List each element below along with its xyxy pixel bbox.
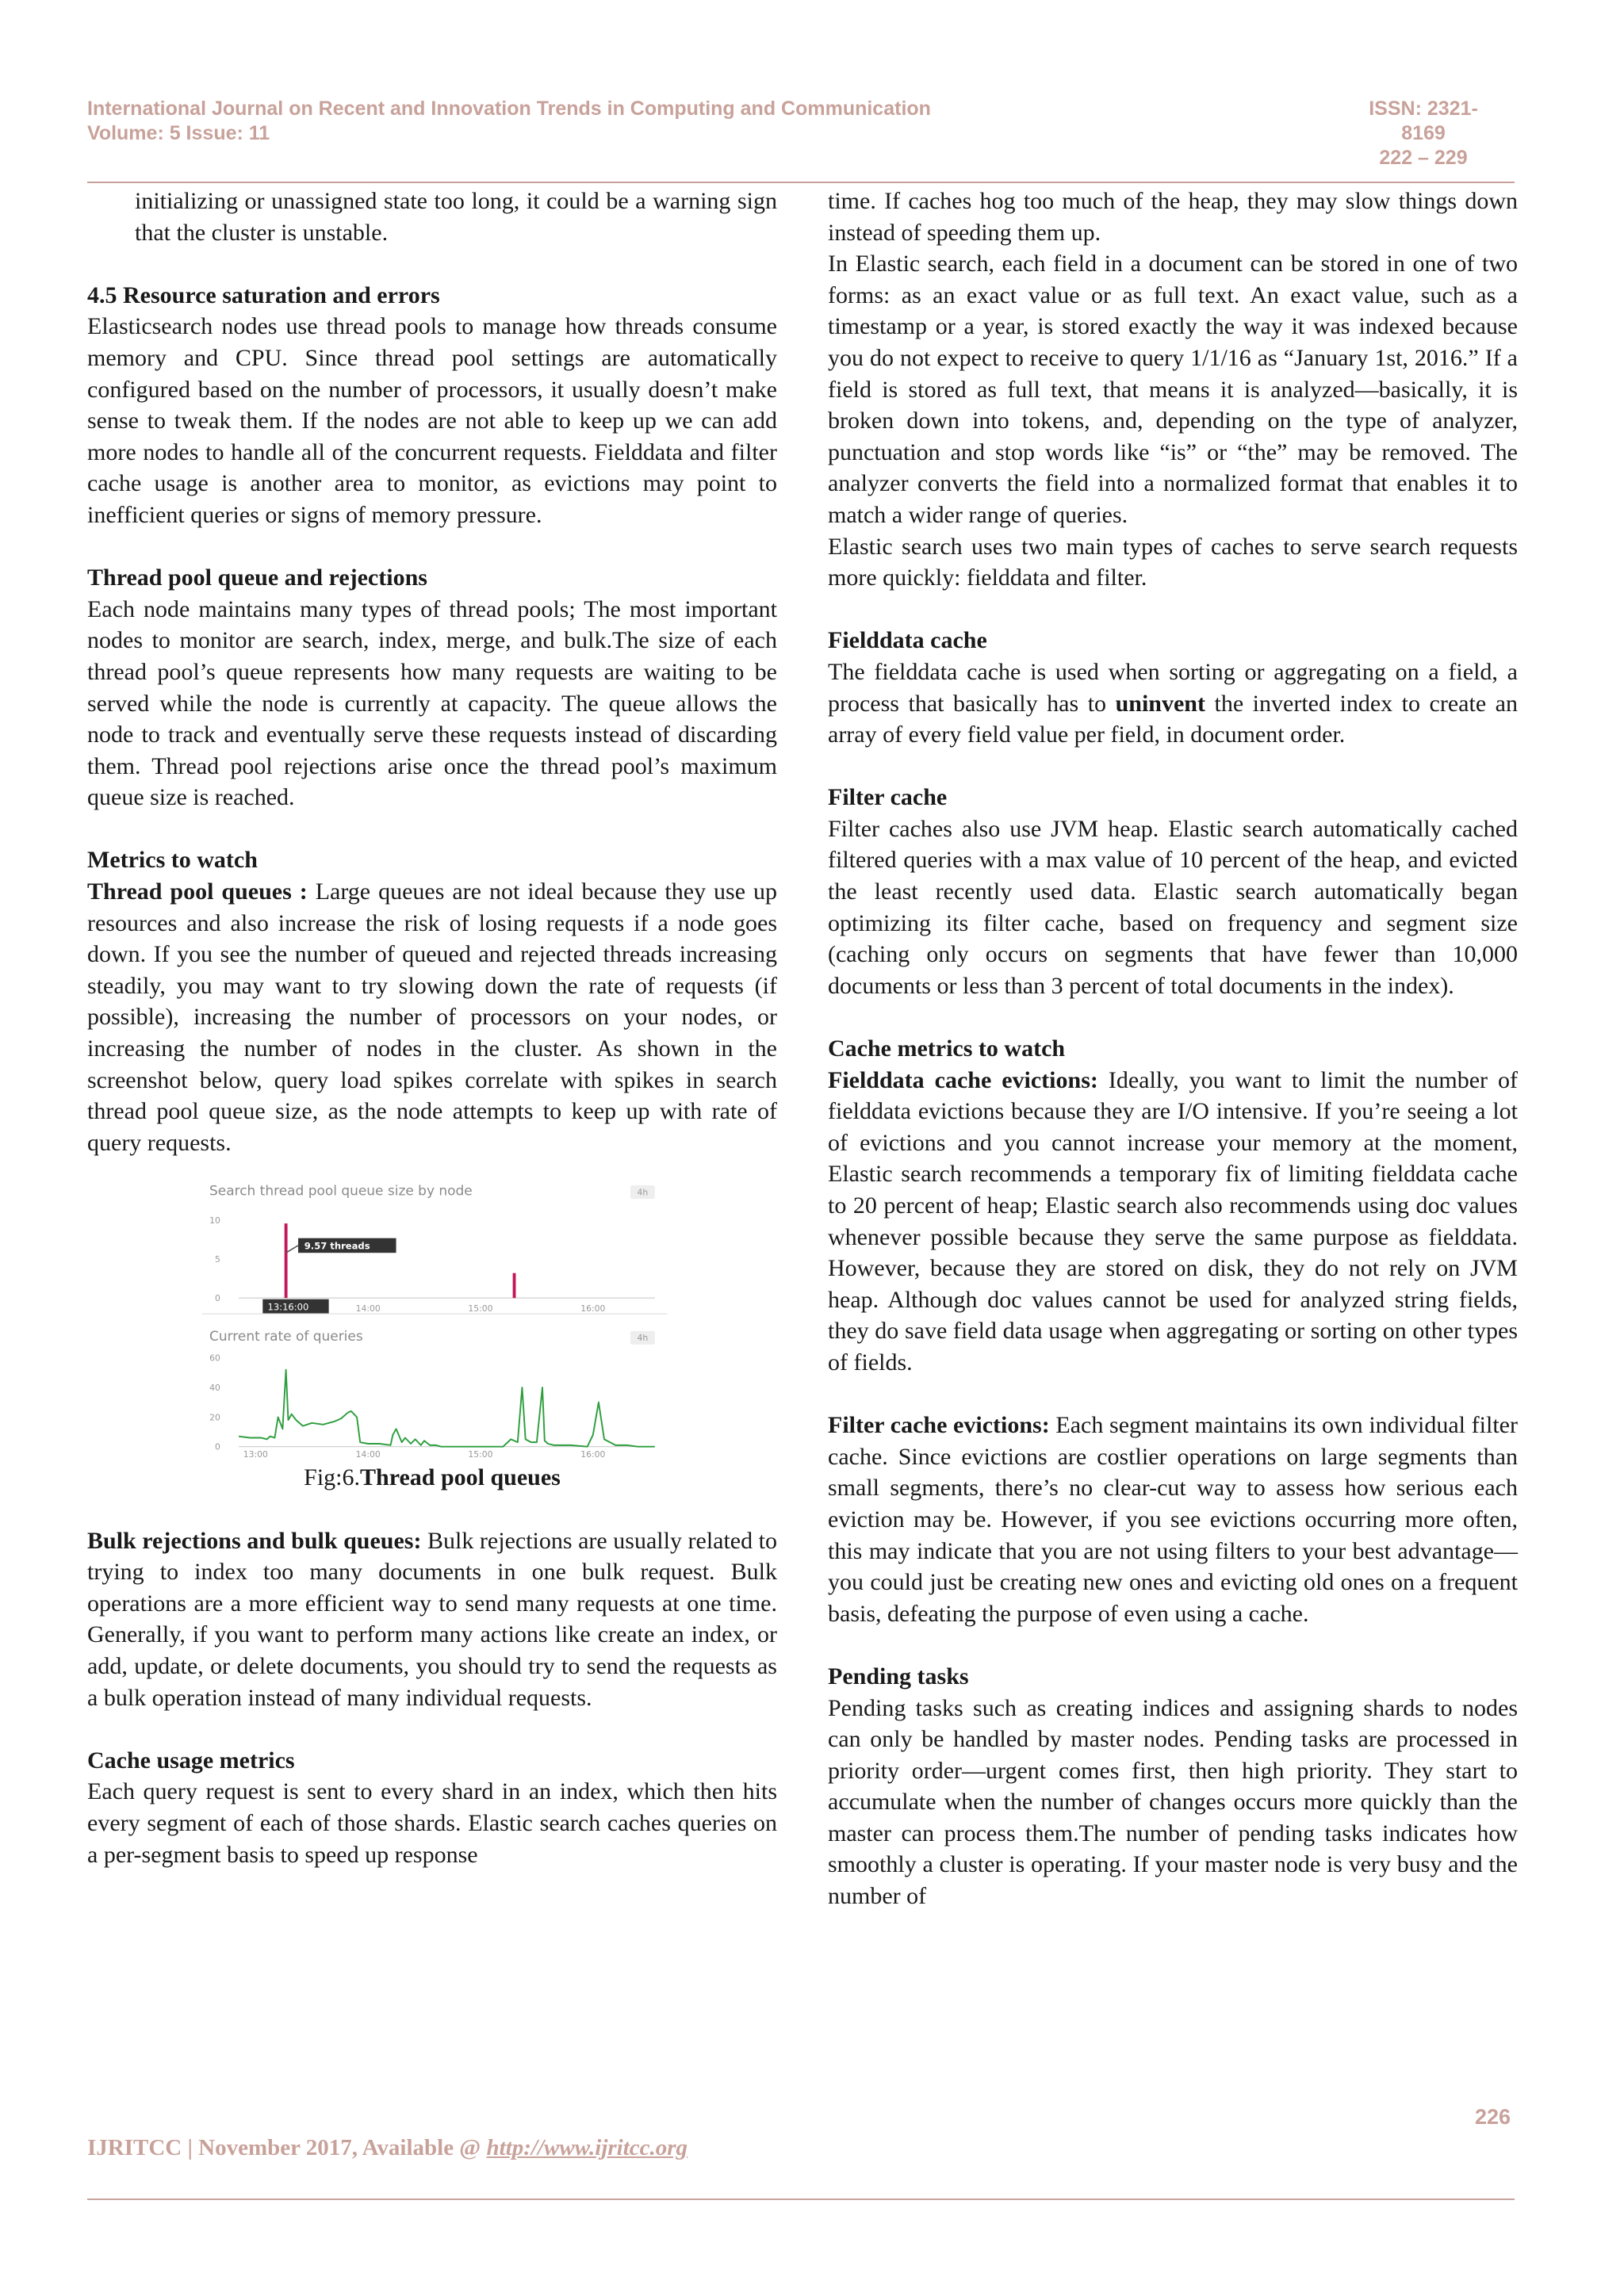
figure-image [133, 1181, 736, 1462]
journal-issn: ISSN: 2321-8169 [1369, 98, 1478, 144]
term-text: Each segment maintains its own individual filter cache. Since evictions are costlier operations on large segments than small segments, there’s no clear-cut way to assess how serious each eviction may be. However, if you see evictions occurring more often, this may indicate that you are not using filters to your best advantage—you could just be creating new ones and evicting old ones on a frequent basis, defeating the purpose of even using a cache. [828, 1412, 1518, 1627]
subsection-heading: Cache metrics to watch [828, 1035, 1066, 1062]
tooltip-value: 9.57 threads [304, 1240, 370, 1252]
footer-rule [87, 2198, 1515, 2200]
emphasis-term: uninvent [1115, 690, 1205, 717]
paragraph [87, 1525, 777, 1714]
subsection-heading: Filter cache [828, 784, 948, 811]
bar [285, 1224, 288, 1299]
term-text: Bulk rejections are usually related to trying to index too many documents in one bulk request. Bulk operations are a more efficient way to send many requests at one time. Generally, if you want to perform many actions like create an index, or add, update, or delete documents, you should try to send the requests as a bulk operation instead of many individual requests. [87, 1527, 778, 1711]
spacer [87, 813, 777, 845]
caption-title: Thread pool queues [360, 1464, 561, 1491]
right-column [828, 186, 1518, 1912]
y-tick-label: 5 [215, 1254, 220, 1265]
x-tick-label: 14:00 [355, 1303, 381, 1314]
bar [513, 1273, 516, 1298]
journal-pages: 222 – 229 [1379, 147, 1468, 169]
x-tick-label: 14:00 [355, 1449, 381, 1460]
paragraph: Filter caches also use JVM heap. Elastic search automatically cached filtered queries with a max value of 10 percent of the heap, and evicted the least recently used data. Elastic search automatically began optimizing its filter cache, based on frequency and segment size (caching only occurs on segments that have fewer than 10,000 documents or less than 3 percent of total documents in the index). [828, 815, 1518, 999]
journal-issn-block [1352, 97, 1495, 170]
spacer [828, 1379, 1518, 1410]
paragraph: Elastic search uses two main types of caches to serve search requests more quickly: fielddata and filter. [828, 533, 1518, 591]
paragraph: Each node maintains many types of thread pools; The most important nodes to monitor are search, index, merge, and bulk.The size of each thread pool’s queue represents how many requests are waiting to be served while the node is currently at capacity. The queue allows the node to track and eventually serve these requests instead of discarding them. Thread pool rejections arise once the thread pool’s maximum queue size is reached. [87, 595, 777, 811]
spacer [87, 1494, 777, 1525]
spacer [87, 531, 777, 563]
paragraph [87, 876, 777, 1158]
x-tick-label: 16:00 [580, 1449, 606, 1460]
y-tick-label: 10 [209, 1215, 220, 1226]
subsection-heading: Metrics to watch [87, 847, 258, 874]
x-axis-ticks [243, 1449, 606, 1460]
spacer [828, 594, 1518, 626]
term-label: Fielddata cache evictions: [828, 1066, 1098, 1093]
spacer [828, 1001, 1518, 1033]
chart-title: Current rate of queries [209, 1329, 363, 1345]
spacer [828, 1629, 1518, 1661]
page-number: 226 [1475, 2105, 1511, 2129]
x-tick-label: 15:00 [468, 1303, 493, 1314]
paragraph: In Elastic search, each field in a document can be stored in one of two forms: as an exact value or as full text. An exact value, such as a timestamp or a year, is stored exactly the way it was indexed because you do not expect to receive to query 1/1/16 as “January 1st, 2016.” If a field is stored as full text, that means it is analyzed—basically, it is broken down into tokens, and, depending on the type of analyzer, punctuation and stop words like “is” or “the” may be removed. The analyzer converts the field into a normalized format that enables it to match a wider range of queries. [828, 251, 1518, 528]
y-tick-label: 40 [209, 1383, 220, 1394]
x-tick-label: 16:00 [580, 1303, 606, 1314]
range-badge-label[interactable]: 4h [637, 1187, 649, 1198]
journal-title: International Journal on Recent and Innovation Trends in Computing and Communication [87, 98, 931, 120]
journal-link[interactable]: http://www.ijritcc.org [486, 2135, 688, 2160]
term-label: Filter cache evictions: [828, 1412, 1050, 1439]
paragraph: Elasticsearch nodes use thread pools to manage how threads consume memory and CPU. Since thread pool settings are automatically configured based on the number of processors, it usually doesn’t make sense to tweak them. If the nodes are not able to keep up we can add more nodes to handle all of the concurrent requests. Fielddata and filter cache usage is another area to monitor, as evictions may point to inefficient queries or signs of memory pressure. [87, 313, 777, 528]
text-run: The fielddata cache is used when sorting or aggregating on a field, a process that basically has to [828, 658, 1518, 717]
paragraph: initializing or unassigned state too long, it could be a warning sign that the cluster is unstable. [135, 188, 777, 246]
paragraph: time. If caches hog too much of the heap, they may slow things down instead of speeding them up. [828, 188, 1518, 246]
chart-title: Search thread pool queue size by node [209, 1183, 473, 1200]
left-column [87, 186, 777, 1870]
figure-background [202, 1181, 668, 1398]
journal-volume: Volume: 5 Issue: 11 [87, 122, 270, 144]
y-tick-label: 20 [209, 1412, 220, 1423]
figure-thread-pool-queues [133, 1181, 736, 1462]
tooltip-time: 13:16:00 [267, 1302, 309, 1314]
term-label: Thread pool queues : [87, 878, 308, 905]
y-tick-label: 0 [215, 1293, 220, 1304]
spacer [828, 751, 1518, 783]
paragraph [828, 1065, 1518, 1379]
y-tick-label: 0 [215, 1441, 220, 1452]
caption-prefix: Fig:6. [304, 1464, 360, 1491]
footer-text: IJRITCC | November 2017, Available @ [87, 2135, 487, 2160]
header-rule [87, 182, 1515, 183]
paragraph: Each query request is sent to every shard in an index, which then hits every segment of each of those shards. Elastic search caches queries on a per-segment basis to speed up response [87, 1778, 777, 1868]
paragraph: Pending tasks such as creating indices and assigning shards to nodes can only be handled by master nodes. Pending tasks are processed in priority order—urgent comes first, then high priority. They start to accumulate when the number of changes occurs more quickly than the master can process them.The number of pending tasks indicates how smoothly a cluster is operating. If your master node is very busy and the number of [828, 1694, 1518, 1910]
paragraph [828, 656, 1518, 751]
paragraph [828, 1410, 1518, 1629]
x-tick-label: 13:00 [243, 1449, 268, 1460]
y-tick-label: 60 [209, 1353, 220, 1364]
subsection-heading: Thread pool queue and rejections [87, 564, 427, 591]
figure-caption [87, 1462, 777, 1494]
term-label: Bulk rejections and bulk queues: [87, 1527, 422, 1554]
subsection-heading: Pending tasks [828, 1663, 969, 1689]
x-tick-label: 15:00 [468, 1449, 493, 1460]
spacer [87, 248, 777, 280]
term-text: Large queues are not ideal because they use up resources and also increase the risk of losing requests if a node goes down. If you see the number of queued and rejected threads increasing steadily, you may want to try slowing down the rate of requests (if possible), increasing the number of processors on your nodes, or increasing the number of nodes in the cluster. As shown in the screenshot below, query load spikes correlate with spikes in search thread pool queue size, as the node attempts to keep up with rate of query requests. [87, 878, 778, 1156]
subsection-heading: Cache usage metrics [87, 1747, 295, 1774]
text-run: the inverted index to create an array of every field value per field, in document order. [828, 690, 1518, 748]
journal-info [87, 97, 931, 146]
section-heading: 4.5 Resource saturation and errors [87, 281, 440, 308]
range-badge-label[interactable]: 4h [637, 1333, 649, 1344]
subsection-heading: Fielddata cache [828, 627, 987, 654]
running-footer [87, 2135, 688, 2161]
spacer [87, 1713, 777, 1745]
term-text: Ideally, you want to limit the number of fielddata evictions because they are I/O intensive. If you’re seeing a lot of evictions and you cannot increase your memory at the moment, Elastic search recommends a temporary fix of limiting fielddata cache to 20 percent of heap; Elastic search also recommends using doc values whenever possible because they serve the same purpose as fielddata. However, because they are stored on disk, they do not rely on JVM heap. Although doc values cannot be used for analyzed string fields, they do save field data usage when aggregating or sorting on other types of fields. [828, 1066, 1518, 1376]
